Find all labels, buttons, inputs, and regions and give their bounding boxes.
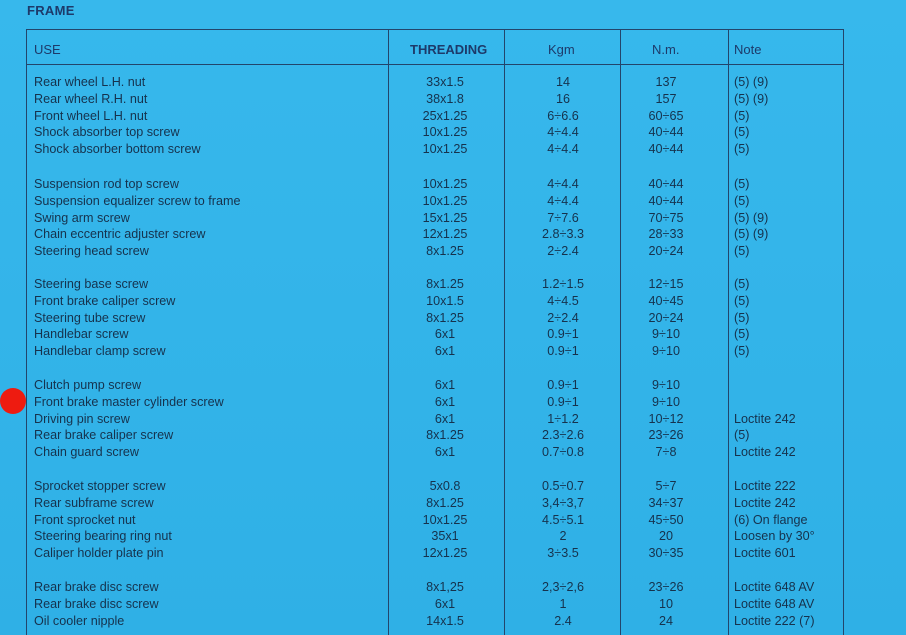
cell-threading: 10x1.5 [426, 293, 464, 308]
table-row [27, 512, 843, 529]
cell-kgm: 2,3÷2,6 [542, 580, 584, 594]
cell-note: (5) [734, 108, 750, 123]
header-use: USE [34, 42, 61, 57]
cell-note: (5) [734, 293, 750, 308]
cell-threading: 5x0.8 [429, 479, 461, 493]
cell-use: Driving pin screw [34, 411, 130, 426]
cell-note: (5) [734, 344, 750, 359]
cell-nm: 45÷50 [648, 512, 684, 527]
header-divider [27, 64, 843, 65]
cell-threading: 33x1.5 [426, 75, 464, 89]
cell-note: (5) [734, 142, 750, 157]
cell-nm: 9÷10 [652, 344, 680, 359]
cell-kgm: 2.3÷2.6 [542, 428, 584, 443]
cell-threading: 10x1.25 [422, 177, 468, 191]
table-row [27, 108, 843, 125]
cell-note: (5) [734, 125, 750, 140]
cell-nm: 34÷37 [648, 495, 684, 510]
cell-use: Steering head screw [34, 244, 149, 259]
cell-threading: 6x1 [434, 344, 456, 359]
cell-kgm: 4÷4.4 [547, 125, 579, 140]
table-row [27, 411, 843, 428]
table-row [27, 91, 843, 108]
table-row [27, 193, 843, 210]
cell-threading: 8x1.25 [426, 244, 464, 259]
cell-use: Rear brake disc screw [34, 596, 159, 611]
table-row [27, 310, 843, 327]
cell-threading: 6x1 [434, 394, 456, 409]
cell-kgm: 1.2÷1.5 [542, 277, 584, 291]
cell-kgm: 3÷3.5 [547, 546, 579, 561]
cell-kgm: 16 [555, 91, 570, 106]
cell-note: Loctite 242 [734, 495, 796, 510]
table-row [27, 495, 843, 512]
cell-kgm: 4÷4.4 [547, 142, 579, 157]
cell-threading: 15x1.25 [422, 210, 468, 225]
table-row [27, 596, 843, 613]
cell-note: (5) (9) [734, 91, 769, 106]
cell-kgm: 0.5÷0.7 [542, 479, 584, 493]
cell-kgm: 4.5÷5.1 [542, 512, 584, 527]
cell-note: Loctite 648 AV [734, 596, 815, 611]
cell-note: (6) On flange [734, 512, 808, 527]
cell-note: (5) [734, 177, 750, 191]
cell-threading: 14x1.5 [426, 613, 464, 628]
table-row [27, 528, 843, 545]
cell-note: Loosen by 30° [734, 529, 815, 544]
cell-threading: 35x1 [431, 529, 459, 544]
cell-use: Clutch pump screw [34, 378, 142, 392]
table-row [27, 579, 843, 596]
cell-kgm: 2.8÷3.3 [542, 227, 584, 242]
row-group [27, 579, 843, 629]
cell-kgm: 1÷1.2 [547, 411, 579, 426]
cell-threading: 25x1.25 [422, 108, 468, 123]
table-row [27, 377, 843, 394]
cell-note: (5) [734, 277, 750, 291]
cell-note: (5) (9) [734, 227, 769, 242]
cell-nm: 40÷44 [648, 125, 684, 140]
cell-nm: 23÷26 [648, 428, 684, 443]
cell-note: (5) [734, 327, 750, 342]
cell-use: Suspension equalizer screw to frame [34, 193, 241, 208]
cell-nm: 7÷8 [655, 445, 677, 460]
table-row [27, 74, 843, 91]
cell-nm: 70÷75 [648, 210, 684, 225]
header-nm: N.m. [652, 42, 680, 57]
cell-threading: 8x1,25 [426, 580, 464, 594]
cell-nm: 137 [655, 75, 677, 89]
torque-table [26, 29, 844, 635]
cell-threading: 10x1.25 [422, 125, 468, 140]
cell-use: Sprocket stopper screw [34, 479, 166, 493]
cell-use: Rear wheel R.H. nut [34, 91, 148, 106]
cell-kgm: 2÷2.4 [547, 244, 579, 259]
cell-kgm: 4÷4.5 [547, 293, 579, 308]
cell-threading: 10x1.25 [422, 512, 468, 527]
table-row [27, 444, 843, 461]
cell-use: Rear brake disc screw [34, 580, 159, 594]
row-group [27, 276, 843, 360]
cell-nm: 40÷44 [648, 142, 684, 157]
table-row [27, 394, 843, 411]
cell-use: Steering base screw [34, 277, 149, 291]
cell-use: Rear brake caliper screw [34, 428, 174, 443]
cell-note: Loctite 222 [734, 479, 796, 493]
table-row [27, 478, 843, 495]
cell-kgm: 14 [555, 75, 570, 89]
cell-nm: 10 [658, 596, 673, 611]
table-row [27, 326, 843, 343]
cell-note: (5) (9) [734, 210, 769, 225]
cell-kgm: 0.9÷1 [547, 327, 579, 342]
cell-nm: 20÷24 [648, 310, 684, 325]
table-row [27, 293, 843, 310]
cell-nm: 5÷7 [655, 479, 677, 493]
table-row [27, 141, 843, 158]
header-threading: THREADING [410, 42, 488, 57]
cell-note: Loctite 242 [734, 445, 796, 460]
cell-note: Loctite 601 [734, 546, 796, 561]
cell-use: Front sprocket nut [34, 512, 136, 527]
cell-note: Loctite 242 [734, 411, 796, 426]
cell-threading: 6x1 [434, 411, 456, 426]
cell-use: Handlebar screw [34, 327, 129, 342]
cell-threading: 6x1 [434, 378, 456, 392]
cell-kgm: 2÷2.4 [547, 310, 579, 325]
cell-use: Suspension rod top screw [34, 177, 179, 191]
cell-note: Loctite 222 (7) [734, 613, 815, 628]
cell-use: Chain guard screw [34, 445, 139, 460]
cell-kgm: 2 [559, 529, 567, 544]
cell-kgm: 7÷7.6 [547, 210, 579, 225]
row-group [27, 478, 843, 562]
cell-use: Steering bearing ring nut [34, 529, 172, 544]
cell-use: Caliper holder plate pin [34, 546, 164, 561]
cell-use: Swing arm screw [34, 210, 130, 225]
section-title: FRAME [27, 3, 75, 18]
cell-threading: 8x1.25 [426, 428, 464, 443]
cell-nm: 157 [655, 91, 677, 106]
cell-nm: 20÷24 [648, 244, 684, 259]
cell-use: Shock absorber bottom screw [34, 142, 201, 157]
cell-threading: 10x1.25 [422, 142, 468, 157]
cell-threading: 8x1.25 [426, 495, 464, 510]
cell-nm: 9÷10 [652, 327, 680, 342]
cell-nm: 28÷33 [648, 227, 684, 242]
header-note: Note [734, 42, 762, 57]
cell-nm: 10÷12 [648, 411, 684, 426]
cell-use: Handlebar clamp screw [34, 344, 166, 359]
cell-threading: 38x1.8 [426, 91, 464, 106]
cell-use: Front wheel L.H. nut [34, 108, 148, 123]
cell-use: Rear subframe screw [34, 495, 154, 510]
cell-note: (5) (9) [734, 75, 769, 89]
cell-nm: 12÷15 [648, 277, 684, 291]
row-group [27, 74, 843, 158]
cell-threading: 6x1 [434, 445, 456, 460]
cell-kgm: 3,4÷3,7 [542, 495, 584, 510]
cell-nm: 24 [658, 613, 673, 628]
table-row [27, 124, 843, 141]
cell-threading: 6x1 [434, 327, 456, 342]
cell-kgm: 0.7÷0.8 [542, 445, 584, 460]
table-row [27, 226, 843, 243]
cell-note: (5) [734, 310, 750, 325]
cell-kgm: 4÷4.4 [547, 177, 579, 191]
cell-note: (5) [734, 244, 750, 259]
cell-use: Rear wheel L.H. nut [34, 75, 146, 89]
cell-nm: 9÷10 [652, 378, 680, 392]
cell-nm: 60÷65 [648, 108, 684, 123]
cell-kgm: 0.9÷1 [547, 344, 579, 359]
table-row [27, 243, 843, 260]
cell-kgm: 0.9÷1 [547, 378, 579, 392]
cell-threading: 8x1.25 [426, 310, 464, 325]
cell-threading: 12x1.25 [422, 227, 468, 242]
cell-use: Oil cooler nipple [34, 613, 125, 628]
cell-use: Front brake master cylinder screw [34, 394, 224, 409]
cell-note: (5) [734, 428, 750, 443]
cell-kgm: 6÷6.6 [547, 108, 579, 123]
cell-use: Shock absorber top screw [34, 125, 180, 140]
table-row [27, 176, 843, 193]
row-group [27, 176, 843, 260]
cell-threading: 8x1.25 [426, 277, 464, 291]
row-group [27, 377, 843, 461]
cell-note: (5) [734, 193, 750, 208]
cell-kgm: 0.9÷1 [547, 394, 579, 409]
table-row [27, 613, 843, 630]
cell-nm: 23÷26 [648, 580, 684, 594]
cell-use: Chain eccentric adjuster screw [34, 227, 206, 242]
table-row [27, 343, 843, 360]
cell-kgm: 4÷4.4 [547, 193, 579, 208]
table-row [27, 427, 843, 444]
cell-nm: 9÷10 [652, 394, 680, 409]
cell-nm: 40÷44 [648, 193, 684, 208]
cell-threading: 12x1.25 [422, 546, 468, 561]
table-row [27, 276, 843, 293]
cell-kgm: 1 [559, 596, 567, 611]
table-row [27, 210, 843, 227]
cell-kgm: 2.4 [554, 613, 572, 628]
cell-nm: 40÷45 [648, 293, 684, 308]
header-kgm: Kgm [548, 42, 575, 57]
cell-nm: 40÷44 [648, 177, 684, 191]
cell-nm: 20 [658, 529, 673, 544]
table-row [27, 545, 843, 562]
cell-threading: 10x1.25 [422, 193, 468, 208]
cell-threading: 6x1 [434, 596, 456, 611]
cell-use: Front brake caliper screw [34, 293, 176, 308]
cell-use: Steering tube screw [34, 310, 146, 325]
cell-nm: 30÷35 [648, 546, 684, 561]
cell-note: Loctite 648 AV [734, 580, 815, 594]
red-marker-dot [0, 388, 26, 414]
